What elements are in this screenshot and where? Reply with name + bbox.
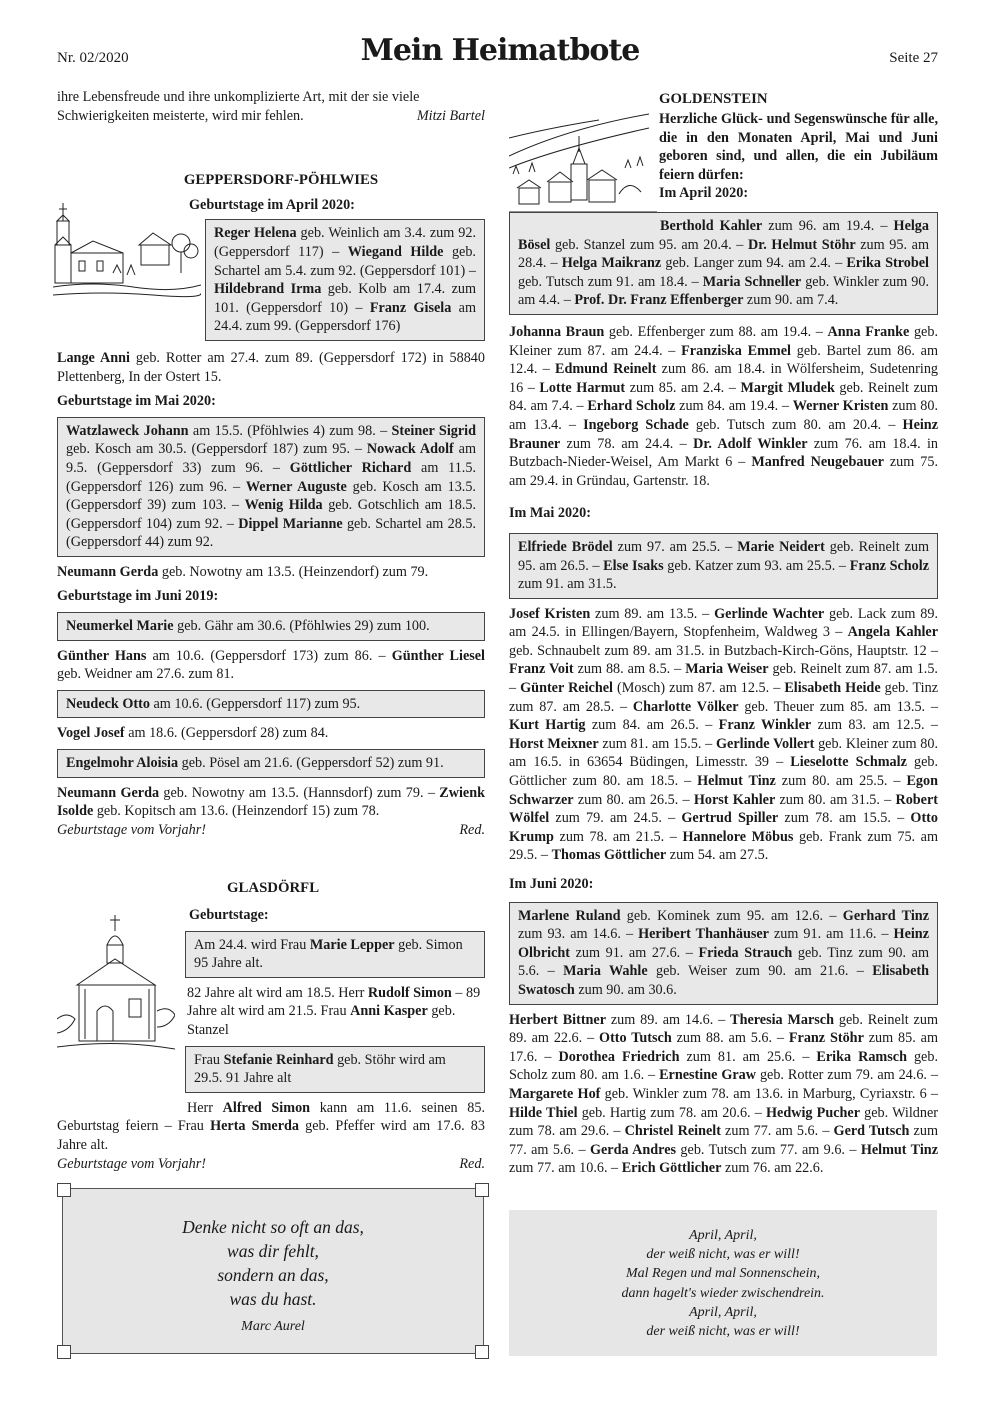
person-name: Christel Reinelt <box>624 1123 721 1140</box>
juni-box-1: Neumerkel Marie geb. Gähr am 30.6. (Pföhlwies 29) zum 100. <box>57 612 485 641</box>
glasdoerfl-heading: Geburtstage: <box>189 907 269 923</box>
chapel-illustration <box>57 915 175 1055</box>
person-name: Thomas Göttlicher <box>551 847 667 864</box>
person-name: Watzlaweck Johann <box>66 422 189 439</box>
goldenstein-juni-box: Marlene Ruland geb. Kominek zum 95. am 12.6. – Gerhard Tinz zum 93. am 14.6. – Heribert Thanhäuser zum 91. am 11.6. – Heinz Olbricht zum 91. am 27.6. – Frieda Strauch geb. Tinz zum 90. am 5.6. – Maria Wahle geb. Weiser zum 90. am 21.6. – Elisabeth Swatosch zum 90. am 30.6. <box>509 902 938 1005</box>
person-name: Hannelore Möbus <box>682 828 794 845</box>
person-name: Johanna Braun <box>509 323 605 340</box>
goldenstein-juni-heading: Im Juni 2020: <box>509 876 594 892</box>
person-name: Erich Göttlicher <box>621 1160 722 1177</box>
glasdoerfl-box-2: Frau Stefanie Reinhard geb. Stöhr wird am 29.5. 91 Jahre alt <box>185 1046 485 1093</box>
person-name: Heinz Olbricht <box>518 926 929 961</box>
person-name: Elisabeth Swatosch <box>518 963 929 998</box>
geppersdorf-april-after: Lange Anni geb. Rotter am 27.4. zum 89. (Geppersdorf 172) in 58840 Plettenberg, In der Ostert 15. <box>57 349 485 385</box>
quote-author: Marc Aurel <box>241 1319 305 1334</box>
person-name: Elfriede Brödel <box>518 538 613 555</box>
left-column <box>57 88 485 1173</box>
person-name: Charlotte Völker <box>632 698 739 715</box>
geppersdorf-april-block <box>57 219 485 341</box>
person-name: Göttlicher Richard <box>289 459 412 476</box>
person-name: Hilde Thiel <box>509 1104 578 1121</box>
person-name: Heinz Brauner <box>509 416 938 452</box>
person-name: Theresia Marsch <box>730 1011 834 1028</box>
person-name: Wenig Hilda <box>244 497 323 514</box>
geppersdorf-april-heading: Geburtstage im April 2020: <box>189 196 355 213</box>
person-name: Ernestine Graw <box>659 1067 757 1084</box>
person-name: Robert Wölfel <box>509 791 939 827</box>
intro-text: ihre Lebensfreude und ihre unkomplizierte Art, mit der sie viele Schwierigkeiten meisterte, wird mir fehlen. <box>57 89 420 124</box>
person-name: Franz Scholz <box>849 557 930 574</box>
geppersdorf-mai-after: Neumann Gerda geb. Nowotny am 13.5. (Heinzendorf) zum 79. <box>57 563 429 580</box>
person-name: Kurt Hartig <box>509 717 586 734</box>
quote-text <box>63 1215 483 1311</box>
person-name: Ingeborg Schade <box>583 416 689 433</box>
person-name: Reger Helena <box>214 225 297 242</box>
person-name: Dr. Adolf Winkler <box>693 435 808 452</box>
goldenstein-mai-box: Elfriede Brödel zum 97. am 25.5. – Marie Neidert geb. Reinelt zum 95. am 26.5. – Else Isaks geb. Katzer zum 93. am 25.5. – Franz Scholz zum 91. am 31.5. <box>509 533 938 599</box>
person-name: Gerhard Tinz <box>842 907 929 924</box>
person-name: Hedwig Pucher <box>766 1104 860 1121</box>
poem-line: der weiß nicht, was er will! <box>646 1247 800 1263</box>
goldenstein-april-block <box>509 212 938 315</box>
goldenstein-april-box: Berthold Kahler zum 96. am 19.4. – Helga Bösel geb. Stanzel zum 95. am 20.4. – Dr. Helmut Stöhr zum 95. am 28.4. – Helga Maikranz geb. Langer zum 94. am 2.4. – Erika Strobel geb. Tutsch zum 91. am 18.4. – Maria Schneller geb. Winkler zum 90. am 4.4. – Prof. Dr. Franz Effenberger zum 90. am 7.4. <box>509 212 938 315</box>
person-name: Helga Maikranz <box>561 255 662 272</box>
poem-line: dann hagelt's wieder zwischendrein. <box>621 1285 825 1301</box>
goldenstein-april-heading: Im April 2020: <box>659 185 749 201</box>
person-name: Nowack Adolf <box>366 441 454 458</box>
person-name: Franz Winkler <box>718 717 812 734</box>
person-name: Otto Tutsch <box>599 1030 672 1047</box>
april-box-top: Reger Helena geb. Weinlich am 3.4. zum 92. (Geppersdorf 117) – Wiegand Hilde geb. Schartel am 5.4. zum 92. (Geppersdorf 101) – Hildebrand Irma geb. Kolb am 17.4. zum 101. (Geppersdorf 10) – Franz Gisela am 24.4. zum 99. (Geppersdorf 176) <box>205 219 485 341</box>
person-name: Gerlinde Wachter <box>714 605 825 622</box>
person-name: Steiner Sigrid <box>391 422 476 439</box>
person-name: Frieda Strauch <box>698 944 793 961</box>
poem-line: der weiß nicht, was er will! <box>646 1324 800 1340</box>
masthead-title: Mein Heimatbote <box>360 33 640 68</box>
person-name: Egon Schwarzer <box>509 773 939 808</box>
person-name: Erhard Scholz <box>587 398 676 415</box>
person-name: Helmut Tinz <box>860 1141 938 1158</box>
person-name: Margit Mludek <box>740 379 835 396</box>
poem-line: Mal Regen und mal Sonnenschein, <box>625 1266 820 1282</box>
juni-paragraph-1: Günther Hans am 10.6. (Geppersdorf 173) zum 86. – Günther Liesel geb. Weidner am 27.6. zum 81. <box>57 647 486 683</box>
quote-line: Denke nicht so oft an das, <box>182 1217 364 1237</box>
town-landscape-illustration <box>509 108 657 226</box>
person-name: Marie Neidert <box>737 538 825 555</box>
glasdoerfl-title: GLASDÖRFL <box>227 880 320 897</box>
person-name: Dr. Helmut Stöhr <box>748 236 856 253</box>
person-name: Otto Krump <box>509 810 938 845</box>
geppersdorf-juni-heading: Geburtstage im Juni 2019: <box>57 588 219 605</box>
right-column <box>509 88 938 1178</box>
footer-sign: Red. <box>459 1155 485 1172</box>
goldenstein-april-after: Johanna Braun geb. Effenberger zum 88. am 19.4. – Anna Franke geb. Kleiner zum 87. am 24.4. – Franziska Emmel geb. Bartel zum 86. am 12.4. – Edmund Reinelt zum 86. am 18.4. in Wölfersheim, Sudetenring 16 – Lotte Harmut zum 85. am 2.4. – Margit Mludek geb. Reinelt zum 84. am 7.4. – Erhard Scholz zum 84. am 19.4. – Werner Kristen zum 80. am 13.4. – Ingeborg Schade geb. Tutsch zum 80. am 20.4. – Heinz Brauner zum 78. am 24.4. – Dr. Adolf Winkler zum 76. am 18.4. in Butzbach-Nieder-Weisel, Am Markt 6 – Manfred Neugebauer zum 75. am 29.4. in Gründau, Gartenstr. 18. <box>509 323 939 489</box>
glasdoerfl-box-1: Am 24.4. wird Frau Marie Lepper geb. Simon 95 Jahre alt. <box>185 931 485 978</box>
quote-line: was dir fehlt, <box>227 1241 319 1261</box>
person-name: Heribert Thanhäuser <box>638 926 769 943</box>
poem-line: April, April, <box>689 1304 757 1320</box>
page-number: Seite 27 <box>889 50 938 66</box>
person-name: Lotte Harmut <box>539 379 626 396</box>
person-name: Wiegand Hilde <box>347 243 444 260</box>
person-name: Berthold Kahler <box>660 218 763 234</box>
person-name: Franz Voit <box>509 661 574 678</box>
person-name: Erika Strobel <box>846 255 930 272</box>
person-name: Lieselotte Schmalz <box>790 754 907 771</box>
person-name: Margarete Hof <box>509 1085 601 1102</box>
person-name: Maria Weiser <box>685 661 769 678</box>
person-name: Prof. Dr. Franz Effenberger <box>574 292 744 309</box>
glasdoerfl-block <box>57 931 485 1093</box>
footer-note: Geburtstage vom Vorjahr! <box>57 821 206 838</box>
person-name: Maria Wahle <box>563 963 648 980</box>
person-name: Franz Stöhr <box>788 1030 864 1047</box>
quote-line: was du hast. <box>229 1289 317 1309</box>
person-name: Werner Kristen <box>792 398 889 415</box>
person-name: Gertrud Spiller <box>681 810 779 827</box>
person-name: Gerd Tutsch <box>833 1123 910 1140</box>
person-name: Hildebrand Irma <box>214 281 322 298</box>
geppersdorf-title: GEPPERSDORF-PÖHLWIES <box>183 172 379 189</box>
poem-box <box>509 1210 937 1356</box>
person-name: Gerda Andres <box>589 1141 677 1158</box>
footer-note: Geburtstage vom Vorjahr! <box>57 1155 206 1172</box>
juni-paragraph-3: Neumann Gerda geb. Nowotny am 13.5. (Hannsdorf) zum 79. – Zwienk Isolde geb. Kopitsch am 13.6. (Heinzendorf 15) zum 78. <box>57 784 485 820</box>
poem-line: April, April, <box>689 1228 757 1243</box>
glasdoerfl-footer <box>57 1155 485 1174</box>
person-name: Horst Kahler <box>693 791 776 808</box>
person-name: Werner Auguste <box>245 478 347 495</box>
juni-paragraph-2: Vogel Josef am 18.6. (Geppersdorf 28) zum 84. <box>57 725 329 742</box>
glasdoerfl-paragraph-1: 82 Jahre alt wird am 18.5. Herr Rudolf Simon – 89 Jahre alt wird am 21.5. Frau Anni Kasper geb. Stanzel <box>187 984 481 1038</box>
person-name: Elisabeth Heide <box>784 680 881 697</box>
quote-box <box>62 1188 484 1354</box>
geppersdorf-mai-box: Watzlaweck Johann am 15.5. (Pföhlwies 4) zum 98. – Steiner Sigrid geb. Kosch am 30.5. (Geppersdorf 187) zum 95. – Nowack Adolf am 9.5. (Geppersdorf 33) zum 96. – Göttlicher Richard am 11.5. (Geppersdorf 126) zum 96. – Werner Auguste geb. Kosch am 13.5. (Geppersdorf 39) zum 103. – Wenig Hilda geb. Gotschlich am 18.5. (Geppersdorf 104) zum 92. – Dippel Marianne geb. Schartel am 28.5. (Geppersdorf 44) zum 92. <box>57 417 485 557</box>
geppersdorf-footer <box>57 821 485 840</box>
person-name: Dorothea Friedrich <box>558 1048 680 1065</box>
person-name: Angela Kahler <box>847 624 938 641</box>
person-name: Herbert Bittner <box>509 1011 607 1028</box>
quote-line: sondern an das, <box>217 1265 329 1285</box>
juni-box-2: Neudeck Otto am 10.6. (Geppersdorf 117) zum 95. <box>57 690 485 719</box>
person-name: Else Isaks <box>603 557 664 574</box>
person-name: Horst Meixner <box>509 735 599 752</box>
goldenstein-juni-after: Herbert Bittner zum 89. am 14.6. – Theresia Marsch geb. Reinelt zum 89. am 22.6. – Otto Tutsch zum 88. am 5.6. – Franz Stöhr zum 85. am 17.6. – Dorothea Friedrich zum 81. am 25.6. – Erika Ramsch geb. Scholz zum 80. am 1.6. – Ernestine Graw geb. Rotter zum 79. am 24.6. – Margarete Hof geb. Winkler zum 78. am 13.6. in Marburg, Cyriaxstr. 6 – Hilde Thiel geb. Hartig zum 78. am 20.6. – Hedwig Pucher geb. Wildner zum 78. am 29.6. – Christel Reinelt zum 77. am 5.6. – Gerd Tutsch zum 77. am 5.6. – Gerda Andres geb. Tutsch zum 77. am 9.6. – Helmut Tinz zum 77. am 10.6. – Erich Göttlicher zum 76. am 22.6. <box>509 1011 939 1177</box>
person-name: Josef Kristen <box>509 605 591 622</box>
person-name: Franz Gisela <box>369 299 452 316</box>
person-name: Maria Schneller <box>702 273 802 290</box>
person-name: Günter Reichel <box>520 680 613 697</box>
person-name: Anna Franke <box>827 323 910 340</box>
glasdoerfl-paragraph-2: Herr Alfred Simon kann am 11.6. seinen 85. Geburtstag feiern – Frau Herta Smerda geb. Pfeffer wird am 17.6. 83 Jahre alt. <box>57 1099 485 1153</box>
person-name: Edmund Reinelt <box>554 361 657 378</box>
person-name: Manfred Neugebauer <box>751 454 884 471</box>
church-village-illustration <box>53 203 201 313</box>
person-name: Erika Ramsch <box>816 1048 907 1065</box>
goldenstein-mai-heading: Im Mai 2020: <box>509 505 591 522</box>
poem-text <box>509 1226 937 1341</box>
goldenstein-title: GOLDENSTEIN <box>659 91 768 107</box>
intro-author: Mitzi Bartel <box>416 107 485 124</box>
person-name: Helmut Tinz <box>697 773 776 790</box>
person-name: Marlene Ruland <box>518 907 621 924</box>
goldenstein-intro: Herzliche Glück- und Segenswünsche für alle, die in den Monaten April, Mai und Juni geboren sind, und allen, die ein Jubiläum feiern dürfen: <box>659 111 938 183</box>
issue-number: Nr. 02/2020 <box>57 50 129 66</box>
footer-sign: Red. <box>459 821 485 838</box>
person-name: Helga Bösel <box>518 218 929 253</box>
geppersdorf-mai-heading: Geburtstage im Mai 2020: <box>57 393 216 410</box>
person-name: Franziska Emmel <box>681 342 791 359</box>
goldenstein-mai-after: Josef Kristen zum 89. am 13.5. – Gerlinde Wachter geb. Lack zum 89. am 24.5. in Ellingen/Bayern, Stopfenheim, Waldweg 3 – Angela Kahler geb. Schnaubelt zum 89. am 31.5. in Butzbach-Kirch-Göns, Hauptstr. 12 – Franz Voit zum 88. am 8.5. – Maria Weiser geb. Reinelt zum 87. am 1.5. – Günter Reichel (Mosch) zum 87. am 12.5. – Elisabeth Heide geb. Tinz zum 87. am 28.5. – Charlotte Völker geb. Theuer zum 85. am 13.5. – Kurt Hartig zum 84. am 26.5. – Franz Winkler zum 83. am 12.5. – Horst Meixner zum 81. am 15.5. – Gerlinde Vollert geb. Kleiner zum 80. am 16.5. in 63654 Büdingen, Limesstr. 39 – Lieselotte Schmalz geb. Göttlicher zum 80. am 18.5. – Helmut Tinz zum 80. am 25.5. – Egon Schwarzer zum 80. am 26.5. – Horst Kahler zum 80. am 31.5. – Robert Wölfel zum 79. am 24.5. – Gertrud Spiller zum 78. am 15.5. – Otto Krump zum 78. am 21.5. – Hannelore Möbus geb. Frank zum 75. am 29.5. – Thomas Göttlicher zum 54. am 27.5. <box>509 605 939 864</box>
person-name: Gerlinde Vollert <box>716 735 815 752</box>
juni-box-3: Engelmohr Aloisia geb. Pösel am 21.6. (Geppersdorf 52) zum 91. <box>57 749 485 778</box>
person-name: Dippel Marianne <box>238 515 343 532</box>
